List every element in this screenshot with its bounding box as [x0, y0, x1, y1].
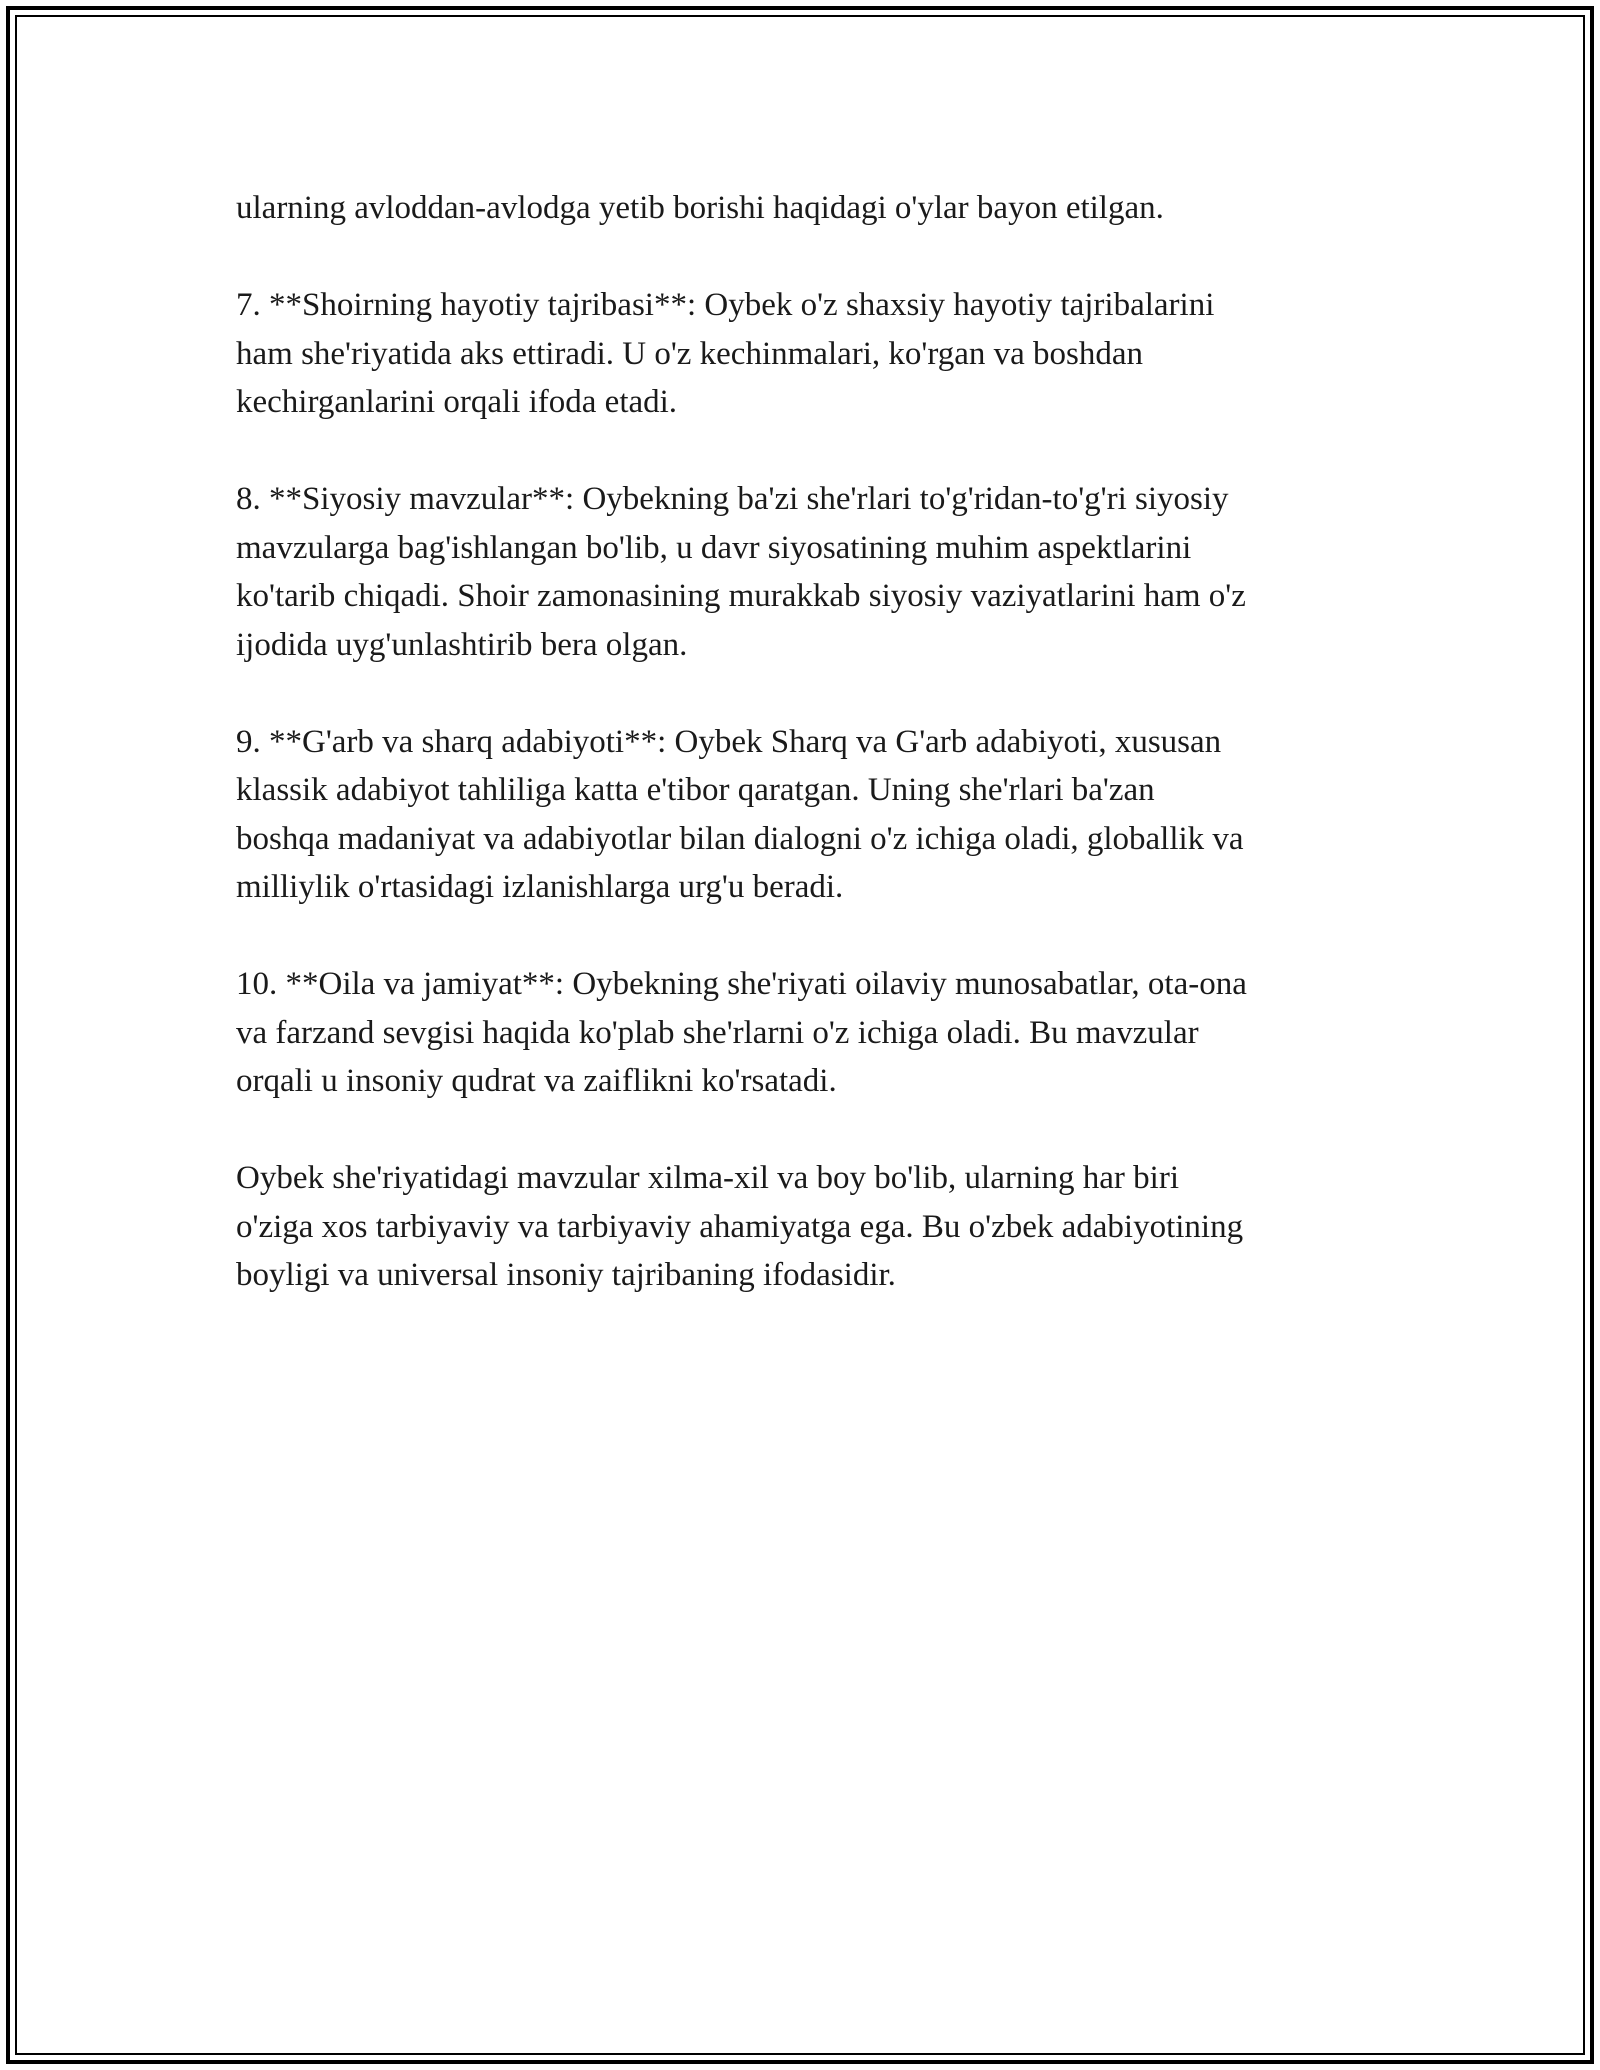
paragraph-continuation: ularning avloddan-avlodga yetib borishi haqidagi o'ylar bayon etilgan. — [236, 190, 1164, 226]
paragraph-item-8: 8. **Siyosiy mavzular**: Oybekning ba'zi she'rlari to'g'ridan-to'g'ri siyosiy mavzularga bag'ishlangan bo'lib, u davr siyosatining muhim aspektlarini ko'tarib chiqadi. Shoir zamonasining murakkab siyosiy vaziyatlarini ham o'z ijodida uyg'unlashtirib bera olgan. — [236, 481, 1246, 663]
paragraph-conclusion: Oybek she'riyatidagi mavzular xilma-xil va boy bo'lib, ularning har biri o'ziga xos tarbiyaviy va tarbiyaviy ahamiyatga ega. Bu o'zbek adabiyotining boyligi va universal insoniy tajribaning ifodasidir. — [236, 1160, 1244, 1293]
document-body — [236, 184, 1386, 1348]
paragraph-item-9: 9. **G'arb va sharq adabiyoti**: Oybek Sharq va G'arb adabiyoti, xususan klassik adabiyot tahliliga katta e'tibor qaratgan. Uning she'rlari ba'zan boshqa madaniyat va adabiyotlar bilan dialogni o'z ichiga oladi, globallik va milliylik o'rtasidagi izlanishlarga urg'u beradi. — [236, 723, 1244, 905]
paragraph-item-10: 10. **Oila va jamiyat**: Oybekning she'riyati oilaviy munosabatlar, ota-ona va farzand sevgisi haqida ko'plab she'rlarni o'z ichiga oladi. Bu mavzular orqali u insoniy qudrat va zaiflikni ko'rsatadi. — [236, 966, 1247, 1099]
paragraph-item-7: 7. **Shoirning hayotiy tajribasi**: Oybek o'z shaxsiy hayotiy tajribalarini ham she'riyatida aks ettiradi. U o'z kechinmalari, ko'rgan va boshdan kechirganlarini orqali ifoda etadi. — [236, 287, 1215, 420]
